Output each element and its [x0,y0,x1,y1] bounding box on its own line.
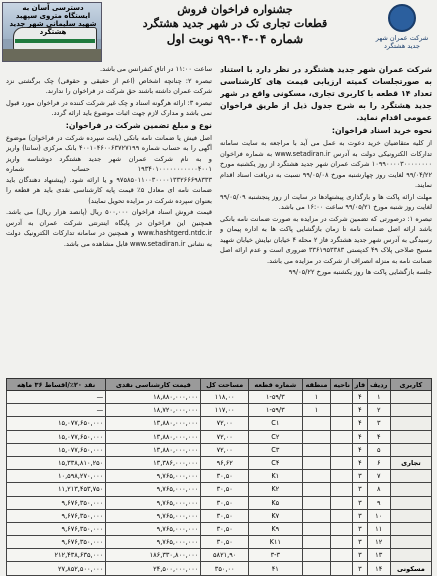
cell-inst: ۹,۶۷۶,۳۵۰,۰۰۰ [7,509,106,522]
cell-plot: ۴۱ [249,562,303,575]
cell-usage [390,443,431,456]
cell-zone [302,496,331,509]
cell-plot: C۴ [249,456,303,469]
train-caption: دسترسی آسان به ایستگاه متروی سپهبد شهید سلیمانی شهر جدید هشتگرد [9,4,97,36]
column-header: منطقه [302,379,331,391]
cell-usage [390,430,431,443]
cell-row: ۱۰ [367,509,390,522]
cell-plot: ۱-۵۹/۳ [249,391,303,404]
column-header: فاز [354,380,366,389]
cell-plot: ۳-۳ [249,549,303,562]
left-col-paragraph: اصل فیش یا ضمانت نامه بانکی (بابت سپرده شرکت در فراخوان) موضوع آگهی را به حساب شماره ۴۰۰۱۰۴۶۰۰۶۳۷۲۷۱۹۹ بانک مرکزی (سانتا) واریز و به نام شرکت عمران شهر جدید هشتگرد دوشناسه واریز ۱۹۳۴۰۱۰۰۰۰۰۰۰۰۰۰۰۴۰۰۱ حساب شماره ۹۷۵۸۵۰۱۱۰۰۳۰۰۰۰۱۳۳۲۶۶۶۹۸۳۳۳ و یا ارائه شود. (پیشنهاد دهندگان باید ضمانت نامه ای معادل ۵٪ قیمت پایه کارشناسی نقدی باید هر قطعه را بعنوان سپرده شرکت در مزایده تحویل نمایند) [6,133,212,205]
cell-usage [390,522,431,535]
ad-title [104,3,366,47]
cell-phase: ۴ [353,417,368,430]
cell-size: ۱۱۷,۰۰ [201,404,249,417]
cell-row: ۶ [367,456,390,469]
cell-row: ۸ [367,483,390,496]
cell-cash: ۱۳,۸۸۰,۰۰۰,۰۰۰ [106,430,201,443]
cell-zone [302,443,331,456]
column-header: کاربری [390,379,431,391]
cell-phase: ۴ [353,404,368,417]
cell-plot: K۱ [249,470,303,483]
cell-phase: ۴ [353,456,368,469]
cell-usage [390,391,431,404]
cell-row: ۱۴ [367,562,390,575]
cell-cash: ۹,۷۶۵,۰۰۰,۰۰۰ [106,483,201,496]
table-row [7,430,432,443]
table-row [7,417,432,430]
plots-table [6,378,432,576]
cell-size: ۹۶,۶۲ [201,456,249,469]
column-header: ردیف [367,379,390,391]
cell-usage: مسکونی [390,562,431,575]
cell-usage [390,417,431,430]
title-line-3: شماره ۰۴-۰۴-۹۹ نوبت اول [166,32,304,46]
right-col-paragraph: جلسه بازگشایی پاکت ها روز یکشنبه مورخ ۹۹/۰۵/۲۲ [288,268,432,276]
cell-zone: ۱ [302,391,331,404]
cell-inst: — [7,391,106,404]
left-column [6,64,212,376]
cell-area [331,391,353,404]
cell-inst: ۱۰,۵۹۸,۲۷۰,۰۰۰ [7,470,106,483]
cell-cash: ۹,۷۶۵,۰۰۰,۰۰۰ [106,470,201,483]
cell-area [331,509,353,522]
cell-phase: ۳ [353,483,368,496]
cell-size: ۳۰,۵۰ [201,509,249,522]
cell-zone [302,417,331,430]
cell-area [331,549,353,562]
cell-usage [390,509,431,522]
cell-plot: K۲ [249,483,303,496]
cell-row: ۱ [367,391,390,404]
logo-emblem-icon [388,4,416,32]
cell-phase: ۳ [353,549,368,562]
cell-size: ۷۲,۰۰ [201,430,249,443]
cell-row: ۷ [367,470,390,483]
table-row [7,470,432,483]
cell-usage [390,496,431,509]
cell-cash: ۹,۷۶۵,۰۰۰,۰۰۰ [106,522,201,535]
table-row [7,549,432,562]
cell-row: ۱۲ [367,536,390,549]
cell-phase: ۴ [353,430,368,443]
cell-area [331,470,353,483]
cell-row: ۱۳ [367,549,390,562]
cell-cash: ۱۳,۳۸۶,۰۰۰,۰۰۰ [106,456,201,469]
cell-cash: ۲۴,۵۰۰,۰۰۰,۰۰۰ [106,562,201,575]
cell-inst: ۹,۶۷۶,۳۵۰,۰۰۰ [7,496,106,509]
column-header: قیمت کارشناسی نقدی [106,379,201,391]
cell-size: ۷۲,۰۰ [201,417,249,430]
cell-phase: ۳ [353,509,368,522]
left-col-paragraph: تبصره ۲: چنانچه اشخاص (اعم از حقیقی و حقوقی) چک برگشتی نزد شرکت عمران داشته باشند حق شرکت در فراخوان را ندارند. [6,76,212,95]
cell-phase: ۳ [353,536,368,549]
cell-area [331,536,353,549]
cell-area [331,404,353,417]
cell-area [331,430,353,443]
cell-plot: K۷ [249,509,303,522]
cell-usage [390,470,431,483]
cell-size: ۳۰,۵۰ [201,470,249,483]
cell-zone [302,562,331,575]
right-col-paragraph: از کلیه متقاضیان خرید دعوت به عمل می آید با مراجعه به سایت سامانه تدارکات الکترونیکی دولت به آدرس www.setadiran.ir به شماره فراخوان ۱۰۹۹۰۰۰۰۳۰۰۰۰۰۰۰۰ شرکت عمران شهر جدید هشتگرد از روز یکشنبه مورخ ۹۹/۰۴/۲۲ لغایت روز چهارشنبه مورخ ۹۹/۰۵/۰۸ نسبت به دریافت اسناد اقدام نمایند. [220,139,432,189]
cell-size: ۱۱۸,۰۰ [201,391,249,404]
cell-inst: — [7,404,106,417]
cell-area [331,443,353,456]
cell-phase: ۴ [353,443,368,456]
cell-row: ۳ [367,417,390,430]
table-row [7,536,432,549]
cell-usage: تجاری [390,456,431,469]
cell-usage [390,404,431,417]
left-col-paragraph: تبصره ۳: ارائه هرگونه اسناد و چک غیر شرکت کننده در فراخوان مورد قبول نمی باشد و مدارک لازم جهت اثبات موضوع باید ارائه گردد. [6,98,212,117]
column-header: شماره قطعه [249,379,303,391]
right-column [220,64,432,376]
cell-inst: ۱۵,۰۷۷,۶۵۰,۰۰۰ [7,430,106,443]
cell-zone [302,509,331,522]
cell-zone [302,456,331,469]
cell-cash: ۹,۷۶۵,۰۰۰,۰۰۰ [106,536,201,549]
table-row [7,562,432,575]
table-row [7,483,432,496]
cell-zone [302,430,331,443]
table-body [7,391,432,576]
cell-usage [390,549,431,562]
cell-size: ۳۵۰,۰۰ [201,562,249,575]
company-logo [373,4,431,58]
cell-phase: ۳ [353,522,368,535]
column-header: مساحت کل [201,379,249,391]
rail-ground [3,49,101,61]
cell-usage [390,483,431,496]
table-row [7,522,432,535]
cell-inst: ۹,۶۷۶,۳۵۰,۰۰۰ [7,536,106,549]
cell-row: ۱۱ [367,522,390,535]
cell-row: ۲ [367,404,390,417]
cell-plot: K۱۱ [249,536,303,549]
cell-cash: ۹,۷۶۵,۰۰۰,۰۰۰ [106,509,201,522]
cell-phase: ۳ [353,562,368,575]
cell-usage [390,536,431,549]
cell-plot: ۱-۵۹/۳ [249,404,303,417]
cell-area [331,522,353,535]
ad-header [0,0,437,62]
cell-size: ۳۰,۵۰ [201,536,249,549]
cell-cash: ۱۸,۸۸۰,۰۰۰,۰۰۰ [106,391,201,404]
logo-text: شرکت عمران شهر جدید هشتگرد [375,34,429,50]
table-row [7,404,432,417]
cell-plot: K۹ [249,522,303,535]
cell-row: ۴ [367,430,390,443]
cell-zone [302,483,331,496]
cell-size: ۵۸۲۱,۹۰ [201,549,249,562]
table-row [7,391,432,404]
right-col-paragraph: شرکت عمران شهر جدید هشتگرد در نظر دارد با استناد به صورتجلسات کمیته ارزیابی قیمت های کارشناسی تعداد ۱۴ قطعه با کاربری تجاری، مسکونی واقع در شهر جدید هشتگرد را به شرح جدول ذیل از طریق فراخوان عمومی اقدام نماید. [220,65,432,122]
title-line-2: قطعات تجاری تک در شهر جدید هشتگرد [142,17,328,30]
right-col-paragraph: تبصره ۱: درصورتی که تضمین شرکت در مزایده به صورت ضمانت نامه بانکی باشد ارائه اصل ضمانت نامه تا زمان بازگشایی پاکت ها به اداره پیمان و رسیدگی به آدرس شهر جدید هشتگرد فاز ۲ محله ۴ خیابان نیایش خیابان شهید مسیح صلاحی پلاک ۴۹ کدپستی ۳۳۶۱۹۵۳۳۸۳ ضروری است و عدم ارائه اصل ضمانت نامه به منزله انصراف از شرکت در مزایده می باشد. [220,214,432,265]
cell-phase: ۴ [353,391,368,404]
cell-size: ۳۰,۵۰ [201,496,249,509]
cell-row: ۹ [367,496,390,509]
cell-zone [302,549,331,562]
cell-plot: C۱ [249,417,303,430]
left-col-paragraph: نوع و مبلغ تضمین شرکت در فراخوان: [65,120,212,130]
cell-inst: ۱۱,۲۱۳,۴۵۳,۷۵۰ [7,483,106,496]
cell-size: ۳۰,۵۰ [201,483,249,496]
left-col-paragraph: قیمت فروش اسناد فراخوان ۵۰۰,۰۰۰ ریال (پانصد هزار ریال) می باشد. همچنین این فراخوان در پایگاه اینترنتی شرکت عمران به آدرس www.hashtgerd.ntdc.ir و همچنین در سامانه تدارکات الکترونیک دولت به نشانی www.setadiran.ir قابل مشاهده می باشد. [6,208,212,248]
table-row [7,443,432,456]
cell-area [331,456,353,469]
cell-cash: ۱۳,۸۸۰,۰۰۰,۰۰۰ [106,443,201,456]
cell-phase: ۳ [353,470,368,483]
cell-inst: ۲۱۲,۴۳۸,۶۳۵,۰۰۰ [7,549,106,562]
cell-area [331,496,353,509]
right-col-paragraph: مهلت ارائه پاکت ها و بارگذاری پیشنهادها در سایت از روز پنجشنبه ۹۹/۰۵/۰۹ لغایت روز شنبه مورخ ۹۹/۰۵/۲۱ ساعت ۱۶:۰۰ می باشد. [220,192,432,211]
cell-cash: ۹,۷۶۵,۰۰۰,۰۰۰ [106,496,201,509]
cell-zone: ۱ [302,404,331,417]
column-header: نقد ۲۰٪/اقساط ۳۶ ماهه [7,379,106,391]
cell-area [331,417,353,430]
cell-cash: ۱۸۶,۳۳۰,۸۰۰,۰۰۰ [106,549,201,562]
cell-inst: ۹,۶۷۶,۳۵۰,۰۰۰ [7,522,106,535]
right-col-paragraph: نحوه خرید اسناد فراخوان: [331,126,432,135]
cell-zone [302,470,331,483]
left-col-paragraph: ساعت ۱۱:۰۰ در اتاق کنفرانس می باشد. [100,65,212,73]
cell-area [331,483,353,496]
cell-size: ۷۲,۰۰ [201,443,249,456]
table-row [7,456,432,469]
cell-inst: ۱۵,۳۳۸,۸۱۰,۲۵۰ [7,456,106,469]
column-header: ناحیه [331,379,353,391]
table-row [7,496,432,509]
cell-inst: ۲۷,۸۵۲,۵۰۰,۰۰۰ [7,562,106,575]
train-stripe [15,39,95,43]
cell-inst: ۱۵,۰۷۷,۶۵۰,۰۰۰ [7,443,106,456]
cell-inst: ۱۵,۰۷۷,۶۵۰,۰۰۰ [7,417,106,430]
cell-zone [302,536,331,549]
cell-area [331,562,353,575]
cell-plot: K۵ [249,496,303,509]
table-header-row [7,379,432,391]
cell-cash: ۱۳,۸۸۰,۰۰۰,۰۰۰ [106,417,201,430]
cell-size: ۳۰,۵۰ [201,522,249,535]
cell-phase: ۳ [353,496,368,509]
metro-train-image [2,2,102,62]
body-text [6,64,432,376]
cell-zone [302,522,331,535]
cell-cash: ۱۸,۷۲۰,۰۰۰,۰۰۰ [106,404,201,417]
title-line-1: جشنواره فراخوان فروش [177,3,293,16]
cell-plot: C۲ [249,430,303,443]
cell-row: ۵ [367,443,390,456]
table-row [7,509,432,522]
cell-plot: C۳ [249,443,303,456]
